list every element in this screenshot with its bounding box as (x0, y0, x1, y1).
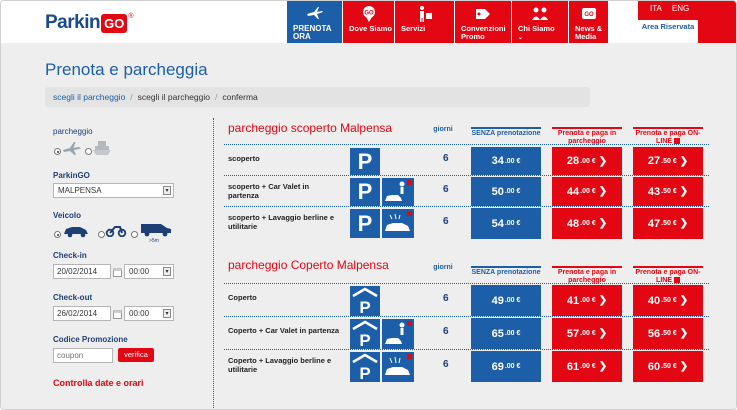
price-cents: .50 € (661, 220, 677, 227)
price-value: 28 (566, 155, 580, 167)
price-cents: .00 € (580, 330, 596, 337)
price-value: 27 (647, 155, 661, 167)
price-cents: .00 € (580, 363, 596, 370)
chevron-right-icon: ❯ (598, 361, 608, 372)
checkin-time-value: 00:00 (129, 267, 150, 276)
parking-letter: P (359, 364, 371, 382)
car-wash-icon (382, 209, 414, 238)
price-cents: .50 € (661, 297, 677, 304)
breadcrumb-step-3: conferma (222, 92, 258, 102)
nav-dove-siamo[interactable] (343, 1, 395, 43)
nav-news-media[interactable] (569, 1, 609, 43)
breadcrumb-separator: / (214, 92, 218, 102)
breadcrumb-separator: / (130, 92, 133, 102)
car-icon (62, 224, 90, 238)
price-value: 65 (491, 327, 504, 340)
price-cents: .00 € (504, 363, 521, 370)
col-senza-prenotazione: SENZA prenotazione (471, 127, 541, 141)
price-value: 40 (647, 294, 661, 307)
price-pay-online[interactable] (633, 318, 703, 349)
price-no-booking[interactable] (471, 285, 541, 316)
promo-code-input[interactable] (53, 348, 113, 363)
price-cents: .50 € (661, 188, 677, 195)
price-pay-at-parking[interactable] (552, 208, 622, 239)
price-cents: .00 € (580, 220, 596, 227)
price-no-booking[interactable] (471, 147, 541, 175)
covered-parking-icon (350, 286, 380, 316)
price-value: 47 (647, 217, 661, 230)
col-prenota-parcheggio: Prenota e paga in parcheggio (552, 266, 622, 280)
results-panel (213, 118, 708, 408)
price-cents: .00 € (504, 297, 521, 304)
days-header: giorni (433, 264, 453, 271)
price-value: 41 (566, 294, 580, 307)
promo-label: Codice Promozione (53, 335, 128, 344)
van-size-note: >5m (149, 238, 159, 244)
motorcycle-icon (105, 223, 127, 237)
news-icon (578, 4, 600, 24)
price-cents: .50 € (661, 363, 677, 370)
price-pay-at-parking[interactable] (552, 285, 622, 316)
row-name: scoperto + Lavaggio berline e utilitarie (228, 213, 335, 231)
chevron-down-icon: ▾ (163, 267, 171, 276)
info-icon (674, 277, 680, 283)
parkingo-label: ParkinGO (53, 171, 90, 180)
plane-ship-icon (304, 4, 326, 24)
van-icon (139, 221, 173, 237)
nav-chi-siamo-label: Chi Siamo (518, 24, 555, 33)
language-switcher (650, 4, 689, 13)
chevron-right-icon: ❯ (679, 218, 689, 229)
chevron-down-icon: ⌄ (518, 35, 524, 41)
table-row (224, 144, 709, 173)
nav-servizi-label: Servizi (401, 24, 426, 33)
calendar-icon[interactable] (113, 268, 122, 277)
col-prenota-online-label: Prenota e paga ON-LINE (635, 269, 701, 284)
parking-letter: P (359, 331, 371, 349)
row-name: Coperto + Car Valet in partenza (228, 326, 340, 335)
breadcrumb-step-2: scegli il parcheggio (137, 92, 210, 102)
chevron-right-icon: ❯ (598, 295, 608, 306)
breadcrumb-step-1[interactable]: scegli il parcheggio (53, 92, 126, 102)
col-prenota-parcheggio: Prenota e paga in parcheggio (552, 127, 622, 141)
nav-convenzioni[interactable] (455, 1, 512, 43)
page-title: Prenota e parcheggia (45, 60, 208, 79)
price-cents: .50 € (661, 330, 677, 337)
chevron-right-icon: ❯ (679, 295, 689, 306)
price-pay-online[interactable] (633, 285, 703, 316)
info-icon (674, 138, 680, 144)
price-pay-at-parking[interactable] (552, 351, 622, 382)
car-wash-icon (382, 352, 414, 382)
parking-icon: P (350, 148, 380, 175)
checkout-time-select[interactable] (124, 306, 174, 321)
lang-ita[interactable]: ITA (650, 4, 662, 13)
chevron-right-icon: ❯ (598, 218, 608, 229)
row-days: 6 (443, 326, 449, 337)
nav-news-label: News & Media (575, 24, 603, 41)
row-days: 6 (443, 184, 449, 195)
checkout-date-input[interactable]: 26/02/2014 (53, 306, 111, 321)
parking-icon: P (350, 178, 380, 206)
plane-icon (62, 141, 82, 157)
col-prenota-online-label: Prenota e paga ON-LINE (635, 130, 701, 145)
section-title-coperto: parcheggio Coperto Malpensa (228, 258, 389, 272)
chevron-right-icon: ❯ (679, 361, 689, 372)
radio-moto[interactable] (98, 231, 105, 238)
covered-parking-icon (350, 352, 380, 382)
row-name: Coperto + Lavaggio berline e utilitarie (228, 356, 332, 374)
price-cents: .50 € (661, 157, 677, 165)
logo-text: Parkin (45, 12, 101, 33)
row-days: 6 (443, 293, 449, 304)
covered-parking-icon (350, 319, 380, 349)
checkin-label: Check-in (53, 251, 87, 260)
price-value: 69 (491, 360, 504, 373)
ship-icon (92, 139, 112, 157)
chevron-right-icon: ❯ (598, 328, 608, 339)
verify-button[interactable]: verifica (118, 348, 154, 362)
price-pay-online[interactable] (633, 147, 703, 175)
price-value: 49 (491, 294, 504, 307)
checkout-label: Check-out (53, 293, 93, 302)
price-value: 44 (566, 185, 580, 198)
svg-text:GO: GO (363, 10, 374, 17)
price-pay-at-parking[interactable] (552, 318, 622, 349)
price-value: 34 (491, 155, 504, 167)
price-value: 54 (491, 217, 504, 230)
checkin-time-select[interactable] (124, 264, 174, 279)
parkingo-select[interactable] (53, 183, 174, 198)
days-header: giorni (433, 126, 453, 133)
parkingo-logo[interactable] (45, 12, 134, 34)
parcheggio-label: parcheggio (53, 127, 93, 136)
col-senza-prenotazione: SENZA prenotazione (471, 266, 541, 280)
lang-eng[interactable]: ENG (671, 4, 690, 13)
promo-icon (472, 4, 494, 24)
price-pay-at-parking[interactable] (552, 177, 622, 206)
radio-car[interactable] (54, 231, 61, 238)
calendar-icon[interactable] (113, 310, 122, 319)
price-value: 57 (566, 327, 580, 340)
chevron-down-icon: ▾ (163, 309, 171, 318)
price-cents: .00 € (504, 330, 521, 337)
veicolo-label: Veicolo (53, 211, 82, 220)
header-red-strip-right (698, 20, 737, 43)
row-name: Coperto (228, 293, 257, 302)
nav-servizi[interactable] (395, 1, 455, 43)
chevron-right-icon: ❯ (598, 186, 608, 197)
price-no-booking[interactable] (471, 318, 541, 349)
chevron-right-icon: ❯ (679, 155, 689, 167)
nav-prenota-label: PRENOTA ORA (293, 24, 332, 41)
price-cents: .00 € (580, 188, 596, 195)
table-row (224, 349, 709, 380)
price-value: 60 (647, 360, 661, 373)
table-row (224, 316, 709, 347)
price-pay-at-parking[interactable] (552, 147, 622, 175)
price-no-booking[interactable] (471, 177, 541, 206)
row-days: 6 (443, 153, 449, 164)
price-pay-online[interactable] (633, 177, 703, 206)
price-value: 43 (647, 185, 661, 198)
row-name: scoperto (228, 154, 260, 163)
error-message: Controlla date e orari (53, 378, 144, 388)
parkingo-select-value: MALPENSA (58, 186, 102, 195)
nav-prenota-ora[interactable] (287, 1, 343, 43)
chevron-right-icon: ❯ (598, 155, 608, 167)
radio-airport[interactable] (54, 148, 61, 155)
price-value: 50 (491, 185, 504, 198)
col-prenota-online (633, 127, 703, 145)
car-valet-icon (382, 319, 414, 349)
parking-icon: P (350, 209, 380, 238)
car-valet-icon (382, 178, 414, 206)
nav-chi-siamo[interactable] (512, 1, 569, 43)
logo-go: GO (101, 14, 127, 33)
checkout-time-value: 00:00 (129, 309, 150, 318)
price-no-booking[interactable] (471, 208, 541, 239)
price-cents: .00 € (504, 188, 521, 195)
price-value: 61 (566, 360, 580, 373)
main-nav (287, 1, 609, 43)
svg-text:GO: GO (583, 12, 594, 18)
services-icon (414, 4, 436, 24)
price-pay-online[interactable] (633, 208, 703, 239)
nav-dove-label: Dove Siamo (349, 24, 392, 33)
price-cents: .00 € (504, 220, 521, 227)
row-days: 6 (443, 216, 449, 227)
price-cents: .00 € (580, 297, 596, 304)
row-days: 6 (443, 359, 449, 370)
main-content (1, 43, 737, 410)
table-row (224, 283, 709, 314)
site-header (1, 1, 737, 43)
price-cents: .00 € (580, 157, 596, 165)
price-pay-online[interactable] (633, 351, 703, 382)
row-name: scoperto + Car Valet in partenza (228, 182, 310, 200)
parking-letter: P (359, 298, 371, 316)
price-no-booking[interactable] (471, 351, 541, 382)
logo-registered: ® (128, 13, 134, 20)
chevron-right-icon: ❯ (679, 186, 689, 197)
area-riservata-button[interactable]: Area Riservata (638, 20, 698, 43)
table-row (224, 206, 709, 238)
location-icon (358, 4, 380, 24)
price-value: 56 (647, 327, 661, 340)
col-prenota-online (633, 266, 703, 284)
price-value: 48 (566, 217, 580, 230)
people-icon (529, 4, 551, 24)
section-title-scoperto: parcheggio scoperto Malpensa (228, 121, 393, 135)
nav-convenzioni-label: Convenzioni Promo (461, 24, 506, 41)
table-row (224, 175, 709, 204)
price-cents: .00 € (504, 157, 521, 165)
breadcrumb (45, 87, 590, 107)
chevron-down-icon: ▾ (163, 186, 171, 195)
chevron-right-icon: ❯ (679, 328, 689, 339)
checkin-date-input[interactable]: 20/02/2014 (53, 264, 111, 279)
radio-port[interactable] (85, 148, 92, 155)
radio-van[interactable] (131, 231, 138, 238)
